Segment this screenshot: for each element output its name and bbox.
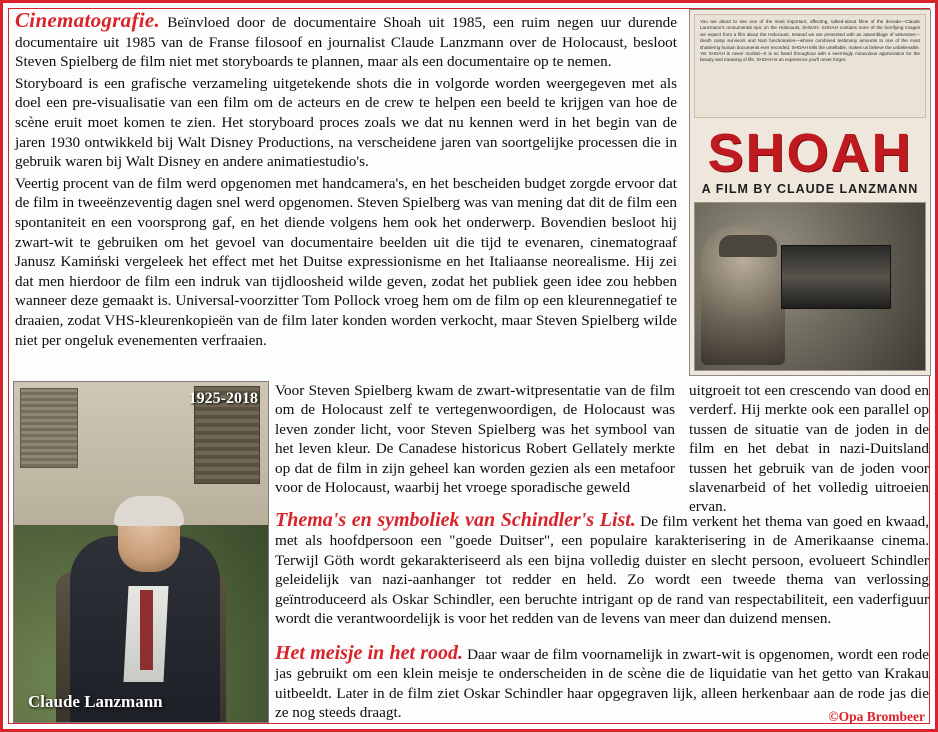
cinematografie-heading: Cinematografie. xyxy=(15,8,161,32)
shoah-poster-title: SHOAH xyxy=(707,123,913,183)
cinematografie-section xyxy=(15,8,678,350)
themas-heading: Thema's en symboliek van Schindler's List. xyxy=(275,509,636,531)
claude-lanzmann-portrait xyxy=(13,381,269,723)
author-credit: ©Opa Brombeer xyxy=(828,709,925,724)
portrait-window-shutter xyxy=(20,388,78,468)
shoah-poster-inset-frame xyxy=(781,245,891,309)
meisje-text: Daar waar de film voornamelijk in zwart-wit is opgenomen, wordt een rode jas gebruikt om een klein meisje te onderscheiden in de scène die de liquidatie van het getto van Krakau uitbeeldt. Later in de film ziet Oskar Schindler haar opgegraven lijk, alleen herkenbaar aan de rode jas die ze nog steeds draagt. xyxy=(275,646,930,722)
shoah-poster-image xyxy=(689,9,931,376)
meisje-heading: Het meisje in het rood. xyxy=(275,642,464,664)
cinematografie-paragraph-2: Storyboard is een grafische verzameling uitgetekende shots die in volgorde worden weergegeven met als doel een pre-visualisatie van een film om de acteurs en de crew te helpen een beeld te krijgen van hoe de scène eruit moet komen te zien. Het storyboard proces zoals we dat nu kennen werd in het begin van de jaren 1930 ontwikkeld bij Walt Disney Productions, na verscheidene jaren van soortgelijke processen die in gebruik waren bij Walt Disney en andere animatiestudio's. xyxy=(15,74,677,171)
shoah-poster-figure xyxy=(701,225,785,365)
zwartwit-section-left: Voor Steven Spielberg kwam de zwart-witpresentatie van de film om de Holocaust zelf te vertegenwoordigen, de Holocaust was leven zonder licht, voor Steven Spielberg was het symbool van het leven kleur. De Canadese historicus Robert Gellately merkte op dat de film in zijn geheel kan worden gezien als een metafoor voor de Holocaust, waarbij het vroege sporadische geweld xyxy=(275,382,675,497)
themas-section xyxy=(275,511,929,628)
portrait-years-label: 1925-2018 xyxy=(188,390,258,407)
themas-text: De film verkent het thema van goed en kwaad, met als hoofdpersoon een "goede Duitser", een populaire karakterisering in de Amerikaanse cinema. Terwijl Göth wordt gekarakteriseerd als een bijna volledig duister en slecht persoon, evolueert Schindler geleidelijk van nazi-aanhanger tot redder en held. Zo wordt een tweede thema van verlossing geïntroduceerd als Oskar Schindler, een beruchte intrigant op de rand van respectabiliteit, een vaderfiguur wordt die verantwoordelijk is voor het redden van de levens van meer dan duizend mensen. xyxy=(275,513,929,628)
portrait-name-caption: Claude Lanzmann xyxy=(28,692,163,711)
shoah-poster-figure-cap xyxy=(719,235,777,257)
zwartwit-section-right: uitgroeit tot een crescendo van dood en verderf. Hij merkte ook een parallel op tussen de situatie van de joden in de film en het debat in nazi-Duitsland tussen het gebruik van de joden voor slavenarbeid of het volledig uitroeien ervan. xyxy=(689,382,929,516)
cinematografie-paragraph-3: Veertig procent van de film werd opgenomen met handcamera's, en het bescheiden budget zorgde ervoor dat de film in tweeënzeventig dagen snel werd opgenomen. Steven Spielberg was van mening dat dit de film een spontaniteit en een voorsprong gaf, en het diende volgens hem ook het onderwerp. Bovendien besloot hij zwart-wit te gebruiken om het gevoel van documentaire beelden uit die tijd te evenaren, cinematograaf Janusz Kamiński vergeleek het effect met het Duitse expressionisme en het Italiaanse neorealisme. Hij zei dat men hierdoor de film een indruk van tijdloosheid wilde geven, zodat het publiek geen idee zou hebben wanneer deze gemaakt is. Universal-voorzitter Tom Pollock vroeg hem om de film op een kleurennegatief te draaien, zodat VHS-kleurenkopieën van de film later konden worden verkocht, maar Steven Spielberg wilde niet per ongeluk evenementen verfraaien. xyxy=(15,174,677,349)
shoah-poster-blurb: You are about to see one of the most important, affecting, talked-about films of the decade—Claude Lanzmann's monumental epic on the Holocaust, SHOAH. SHOAH contains none of the horrifying images we expect from a film about the Holocaust. Instead we are presented with an assemblage of witnesses—death camp survivors and Nazi functionaries—whose combined testimony amounts to one of the most shattering human documents ever recorded. SHOAH tells the untellable, makes us believe the unbelievable. Yet SHOAH is never morbid—it is so fused throughout with a seemingly miraculous appreciation for the beauty and meaning of life. SHOAH is an experience you'll never forget. xyxy=(694,14,926,118)
shoah-poster-photo xyxy=(694,202,926,371)
cinematografie-paragraph-1 xyxy=(15,8,678,72)
shoah-poster-subtitle: A FILM BY CLAUDE LANZMANN xyxy=(701,182,919,196)
portrait-hair xyxy=(114,496,184,526)
portrait-tie xyxy=(140,590,153,670)
cinematografie-text-1: Beïnvloed door de documentaire Shoah uit 1985, een ruim negen uur durende documentaire uit 1985 van de Franse filosoof en journalist Claude Lanzmann over de Holocaust, besloot Steven Spielberg de film niet met storyboards te plannen, maar als een documentaire op te nemen. xyxy=(15,14,678,71)
